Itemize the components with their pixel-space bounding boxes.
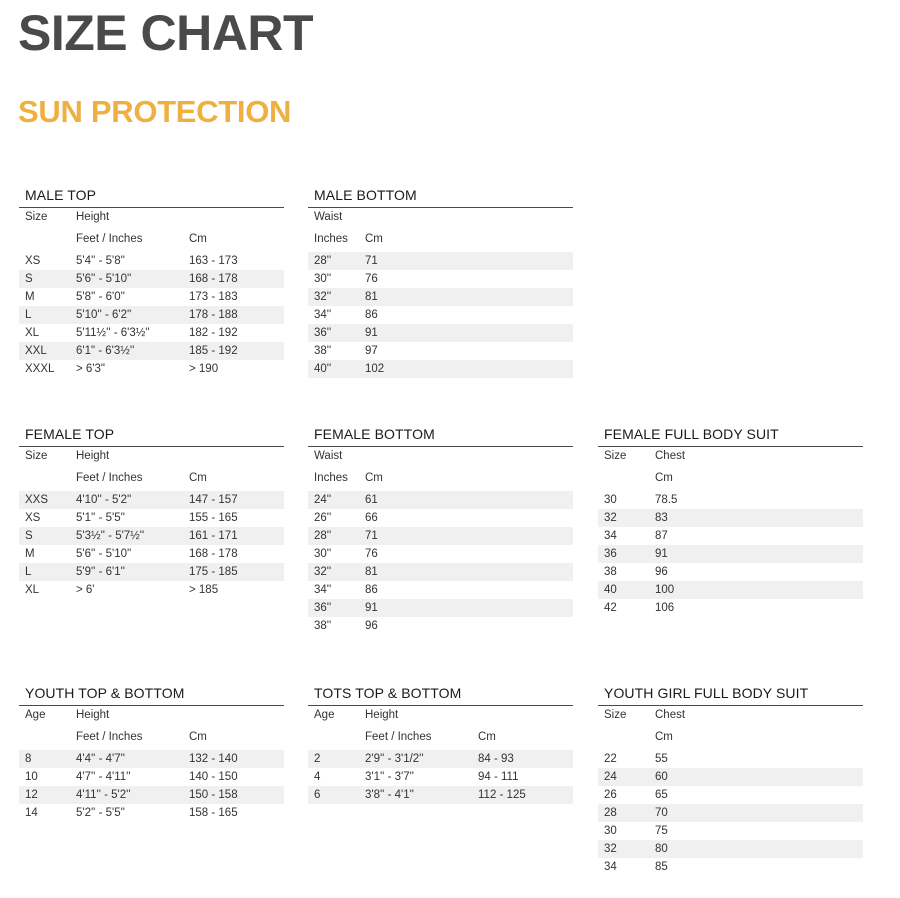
table-row <box>598 840 863 858</box>
column-header-cm: Cm <box>478 731 496 743</box>
table-cell: 32'' <box>314 291 332 303</box>
table-cell: 83 <box>655 512 668 524</box>
table-cell: XS <box>25 255 41 267</box>
table-cell: XXS <box>25 494 49 506</box>
table-row <box>598 491 863 509</box>
column-header-size: Size <box>604 450 627 462</box>
table-row <box>308 342 573 360</box>
table-cell: 85 <box>655 861 668 873</box>
table-heading: TOTS TOP & BOTTOM <box>308 685 573 706</box>
column-header-cm: Cm <box>189 472 207 484</box>
table-row <box>598 750 863 768</box>
header-row <box>598 706 863 724</box>
table-row <box>19 491 284 509</box>
table-cell: S <box>25 273 33 285</box>
table-cell: 32 <box>604 843 617 855</box>
table-cell: XXXL <box>25 363 55 375</box>
column-header-cm: Cm <box>365 472 383 484</box>
table-cell: 4 <box>314 771 321 783</box>
table-cell: L <box>25 309 32 321</box>
table-cell: 36 <box>604 548 617 560</box>
column-header-waist: Waist <box>314 211 343 223</box>
table-row <box>19 581 284 599</box>
table-cell: M <box>25 291 35 303</box>
table-cell: 150 - 158 <box>189 789 238 801</box>
subheader-row <box>19 728 284 746</box>
page-title: SIZE CHART <box>18 5 313 61</box>
table-cell: 34'' <box>314 584 332 596</box>
table-cell: 91 <box>365 602 378 614</box>
table-cell: 30'' <box>314 548 332 560</box>
table-row <box>19 306 284 324</box>
table-cell: 5'11½'' - 6'3½'' <box>76 327 150 339</box>
table-row <box>308 617 573 635</box>
table-cell: 4'10'' - 5'2'' <box>76 494 132 506</box>
table-row <box>19 360 284 378</box>
table-cell: XXL <box>25 345 47 357</box>
table-cell: 34'' <box>314 309 332 321</box>
table-cell: 32'' <box>314 566 332 578</box>
table-row <box>19 804 284 822</box>
column-header-cm: Cm <box>189 731 207 743</box>
table-cell: XS <box>25 512 41 524</box>
table-cell: 6 <box>314 789 321 801</box>
table-row <box>308 360 573 378</box>
column-header-inches: Inches <box>314 233 348 245</box>
table-cell: 32 <box>604 512 617 524</box>
column-header-feet-inches: Feet / Inches <box>76 472 143 484</box>
table-cell: XL <box>25 327 40 339</box>
table-row <box>308 527 573 545</box>
table-row <box>19 509 284 527</box>
table-cell: 87 <box>655 530 668 542</box>
table-cell: 60 <box>655 771 668 783</box>
table-cell: 158 - 165 <box>189 807 238 819</box>
table-cell: 34 <box>604 530 617 542</box>
page-subtitle: SUN PROTECTION <box>18 94 292 129</box>
table-cell: 61 <box>365 494 378 506</box>
table-body <box>598 750 863 876</box>
table-cell: 84 - 93 <box>478 753 514 765</box>
table-cell: 70 <box>655 807 668 819</box>
table-cell: 161 - 171 <box>189 530 238 542</box>
table-cell: 76 <box>365 548 378 560</box>
table-row <box>308 750 573 768</box>
column-header-size: Size <box>25 211 48 223</box>
header-row <box>308 706 573 724</box>
table-cell: 75 <box>655 825 668 837</box>
table-cell: 168 - 178 <box>189 273 238 285</box>
table-row <box>19 342 284 360</box>
column-header-age: Age <box>314 709 335 721</box>
table-cell: 102 <box>365 363 385 375</box>
table-cell: 76 <box>365 273 378 285</box>
table-cell: 40 <box>604 584 617 596</box>
table-body <box>19 491 284 599</box>
table-cell: 4'7'' - 4'11'' <box>76 771 131 783</box>
table-cell: 26 <box>604 789 617 801</box>
table-cell: 26'' <box>314 512 332 524</box>
table-row <box>19 750 284 768</box>
table-cell: 147 - 157 <box>189 494 238 506</box>
table-heading: FEMALE BOTTOM <box>308 426 573 447</box>
table-cell: 4'4'' - 4'7'' <box>76 753 125 765</box>
table-cell: 2'9'' - 3'1/2'' <box>365 753 424 765</box>
table-cell: 71 <box>365 530 378 542</box>
table-cell: > 190 <box>189 363 219 375</box>
subheader-row <box>19 230 284 248</box>
table-cell: 173 - 183 <box>189 291 238 303</box>
table-cell: 38'' <box>314 345 332 357</box>
table-row <box>19 768 284 786</box>
table-cell: 10 <box>25 771 38 783</box>
table-row <box>598 599 863 617</box>
column-header-inches: Inches <box>314 472 348 484</box>
table-cell: 3'8'' - 4'1'' <box>365 789 414 801</box>
column-header-height: Height <box>76 211 110 223</box>
table-cell: L <box>25 566 32 578</box>
table-cell: 80 <box>655 843 668 855</box>
table-body <box>308 750 573 804</box>
table-heading: FEMALE TOP <box>19 426 284 447</box>
table-cell: 24 <box>604 771 617 783</box>
subheader-row <box>598 469 863 487</box>
table-cell: 78.5 <box>655 494 678 506</box>
column-header-cm: Cm <box>365 233 383 245</box>
column-header-cm: Cm <box>655 731 673 743</box>
subheader-row <box>598 728 863 746</box>
table-cell: 3'1'' - 3'7'' <box>365 771 414 783</box>
table-cell: 30'' <box>314 273 332 285</box>
column-header-cm: Cm <box>189 233 207 245</box>
column-header-size: Size <box>604 709 627 721</box>
table-cell: 12 <box>25 789 38 801</box>
table-row <box>308 306 573 324</box>
table-cell: 106 <box>655 602 675 614</box>
table-cell: 36'' <box>314 327 332 339</box>
table-cell: 178 - 188 <box>189 309 238 321</box>
table-row <box>308 563 573 581</box>
table-row <box>19 252 284 270</box>
table-row <box>19 545 284 563</box>
header-row <box>19 706 284 724</box>
table-heading: FEMALE FULL BODY SUIT <box>598 426 863 447</box>
table-cell: 140 - 150 <box>189 771 238 783</box>
table-female-bottom <box>308 426 573 635</box>
subheader-row <box>308 728 573 746</box>
table-cell: 112 - 125 <box>478 789 526 801</box>
table-cell: XL <box>25 584 40 596</box>
table-cell: 5'10'' - 6'2'' <box>76 309 132 321</box>
table-cell: 6'1" - 6'3½'' <box>76 345 135 357</box>
table-cell: 5'2'' - 5'5'' <box>76 807 125 819</box>
table-body <box>19 252 284 378</box>
table-cell: 40'' <box>314 363 332 375</box>
table-row <box>308 288 573 306</box>
table-cell: 38'' <box>314 620 332 632</box>
table-row <box>19 270 284 288</box>
table-body <box>19 750 284 822</box>
table-cell: 96 <box>655 566 668 578</box>
table-row <box>308 599 573 617</box>
table-row <box>598 822 863 840</box>
header-row <box>19 208 284 226</box>
table-body <box>308 491 573 635</box>
table-heading: YOUTH TOP & BOTTOM <box>19 685 284 706</box>
table-cell: 65 <box>655 789 668 801</box>
column-header-waist: Waist <box>314 450 343 462</box>
table-cell: 96 <box>365 620 378 632</box>
table-cell: 5'6'' - 5'10'' <box>76 548 132 560</box>
table-row <box>308 545 573 563</box>
subheader-row <box>308 230 573 248</box>
column-header-height: Height <box>76 709 110 721</box>
table-cell: 66 <box>365 512 378 524</box>
table-cell: 155 - 165 <box>189 512 238 524</box>
column-header-height: Height <box>76 450 110 462</box>
table-male-bottom <box>308 187 573 378</box>
table-cell: 94 - 111 <box>478 771 519 783</box>
table-cell: 38 <box>604 566 617 578</box>
table-cell: 4'11'' - 5'2'' <box>76 789 131 801</box>
column-header-height: Height <box>365 709 399 721</box>
table-cell: 132 - 140 <box>189 753 238 765</box>
table-row <box>598 563 863 581</box>
table-male-top <box>19 187 284 378</box>
table-cell: 91 <box>365 327 378 339</box>
table-cell: 97 <box>365 345 378 357</box>
table-cell: 182 - 192 <box>189 327 238 339</box>
table-row <box>308 252 573 270</box>
table-row <box>308 491 573 509</box>
table-cell: 2 <box>314 753 321 765</box>
table-cell: 185 - 192 <box>189 345 238 357</box>
table-row <box>19 324 284 342</box>
table-cell: 30 <box>604 494 617 506</box>
table-female-full-body-suit <box>598 426 863 617</box>
table-cell: 34 <box>604 861 617 873</box>
table-cell: > 185 <box>189 584 219 596</box>
table-cell: M <box>25 548 35 560</box>
table-cell: 14 <box>25 807 38 819</box>
table-row <box>598 545 863 563</box>
table-cell: S <box>25 530 33 542</box>
table-row <box>598 786 863 804</box>
header-row <box>308 447 573 465</box>
table-row <box>598 509 863 527</box>
column-header-feet-inches: Feet / Inches <box>365 731 432 743</box>
table-cell: 36'' <box>314 602 332 614</box>
table-row <box>308 509 573 527</box>
table-cell: 86 <box>365 309 378 321</box>
table-heading: YOUTH GIRL FULL BODY SUIT <box>598 685 863 706</box>
table-youth-top-bottom <box>19 685 284 822</box>
table-youth-girl-full-body-suit <box>598 685 863 876</box>
table-body <box>308 252 573 378</box>
table-row <box>19 563 284 581</box>
table-heading: MALE BOTTOM <box>308 187 573 208</box>
table-row <box>19 527 284 545</box>
table-cell: 86 <box>365 584 378 596</box>
table-row <box>598 527 863 545</box>
column-header-feet-inches: Feet / Inches <box>76 731 143 743</box>
table-cell: 8 <box>25 753 32 765</box>
table-cell: 5'3½'' - 5'7½'' <box>76 530 145 542</box>
table-cell: 5'8'' - 6'0'' <box>76 291 125 303</box>
table-cell: 28 <box>604 807 617 819</box>
table-female-top <box>19 426 284 599</box>
table-row <box>19 288 284 306</box>
column-header-cm: Cm <box>655 472 673 484</box>
table-body <box>598 491 863 617</box>
table-cell: 71 <box>365 255 378 267</box>
table-row <box>308 581 573 599</box>
table-cell: 5'1'' - 5'5'' <box>76 512 125 524</box>
table-cell: 100 <box>655 584 675 596</box>
header-row <box>19 447 284 465</box>
table-row <box>19 786 284 804</box>
table-row <box>598 768 863 786</box>
table-cell: 30 <box>604 825 617 837</box>
table-cell: 168 - 178 <box>189 548 238 560</box>
table-cell: 22 <box>604 753 617 765</box>
table-cell: 5'9'' - 6'1'' <box>76 566 125 578</box>
table-cell: 91 <box>655 548 668 560</box>
table-cell: 175 - 185 <box>189 566 238 578</box>
table-cell: 42 <box>604 602 617 614</box>
column-header-size: Size <box>25 450 48 462</box>
table-cell: 163 - 173 <box>189 255 238 267</box>
header-row <box>598 447 863 465</box>
table-cell: 5'6'' - 5'10'' <box>76 273 132 285</box>
table-row <box>308 768 573 786</box>
table-cell: 5'4'' - 5'8'' <box>76 255 125 267</box>
column-header-chest: Chest <box>655 450 686 462</box>
table-cell: 81 <box>365 291 378 303</box>
table-cell: 28'' <box>314 255 332 267</box>
table-cell: 28'' <box>314 530 332 542</box>
table-cell: > 6' <box>76 584 95 596</box>
table-cell: 81 <box>365 566 378 578</box>
table-row <box>598 804 863 822</box>
table-row <box>308 786 573 804</box>
table-row <box>308 324 573 342</box>
table-tots-top-bottom <box>308 685 573 804</box>
header-row <box>308 208 573 226</box>
table-cell: 24'' <box>314 494 332 506</box>
table-row <box>308 270 573 288</box>
subheader-row <box>19 469 284 487</box>
subheader-row <box>308 469 573 487</box>
table-row <box>598 858 863 876</box>
column-header-age: Age <box>25 709 46 721</box>
table-row <box>598 581 863 599</box>
table-cell: > 6'3" <box>76 363 105 375</box>
column-header-chest: Chest <box>655 709 686 721</box>
column-header-feet-inches: Feet / Inches <box>76 233 143 245</box>
table-heading: MALE TOP <box>19 187 284 208</box>
table-cell: 55 <box>655 753 668 765</box>
